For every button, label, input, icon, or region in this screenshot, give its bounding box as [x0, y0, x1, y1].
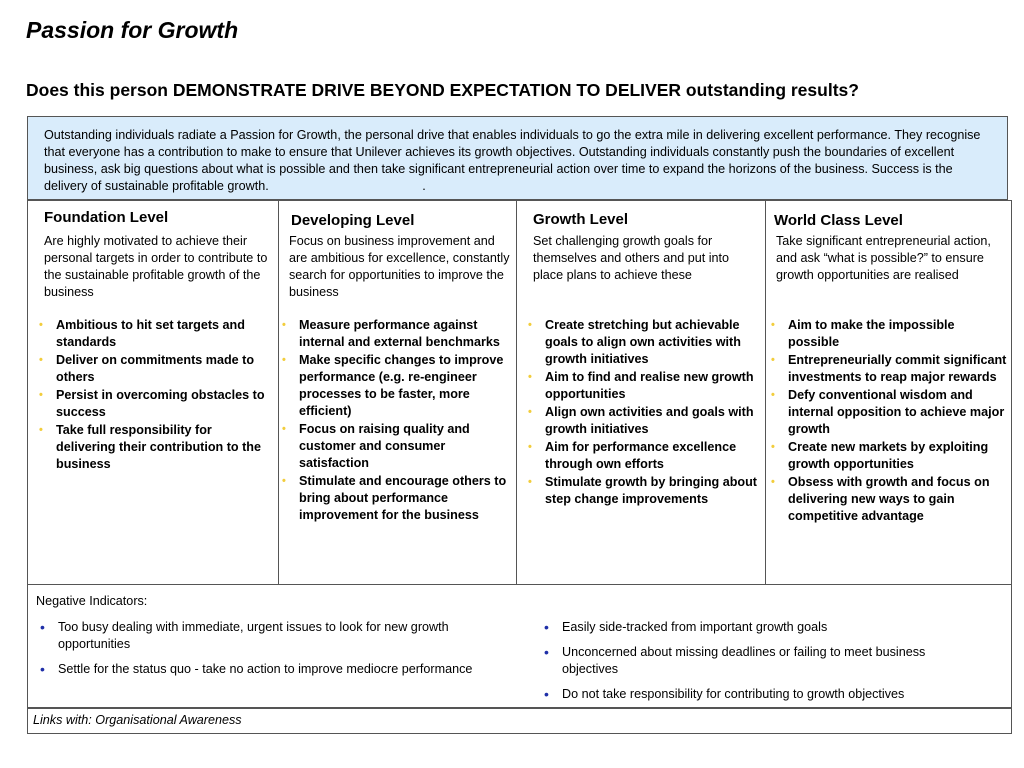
- competency-question: Does this person DEMONSTRATE DRIVE BEYOND EXPECTATION TO DELIVER outstanding results?: [26, 80, 859, 100]
- list-item: • Take full responsibility for delivering their contribution to the business: [36, 422, 274, 473]
- level-column-foundation: [28, 201, 278, 584]
- level-description: Focus on business improvement and are ambitious for excellence, constantly search for opportunities to improve the business: [289, 234, 510, 299]
- level-heading: Foundation Level: [44, 209, 169, 226]
- list-item: • Settle for the status quo - take no action to improve mediocre performance: [34, 661, 514, 678]
- list-item: • Deliver on commitments made to others: [36, 352, 274, 386]
- list-item: • Aim to find and realise new growth opportunities: [525, 369, 761, 403]
- negative-indicators-right: [538, 619, 978, 711]
- list-item: • Make specific changes to improve performance (e.g. re-engineer processes to be faster, more efficient): [279, 352, 512, 420]
- list-item: • Focus on raising quality and customer and consumer satisfaction: [279, 421, 512, 472]
- level-heading: Growth Level: [533, 211, 629, 228]
- level-column-developing: [278, 201, 516, 584]
- list-item: • Create stretching but achievable goals to align own activities with growth initiatives: [525, 317, 761, 368]
- level-description: Are highly motivated to achieve their personal targets in order to contribute to the sustainable profitable growth of the business: [44, 234, 268, 299]
- intro-trailing-mark: .: [422, 179, 426, 193]
- level-heading: Developing Level: [291, 212, 415, 229]
- list-item: • Measure performance against internal and external benchmarks: [279, 317, 512, 351]
- intro-panel: [27, 116, 1008, 200]
- list-item: • Create new markets by exploiting growth opportunities: [768, 439, 1007, 473]
- list-item: • Ambitious to hit set targets and standards: [36, 317, 274, 351]
- list-item: • Entrepreneurially commit significant investments to reap major rewards: [768, 352, 1007, 386]
- list-item: • Stimulate and encourage others to bring about performance improvement for the business: [279, 473, 512, 524]
- negative-indicators-title: Negative Indicators:: [36, 594, 148, 608]
- intro-text: Outstanding individuals radiate a Passion for Growth, the personal drive that enables individuals to go the extra mile in delivering excellent performance. They recognise that everyone has a contribution to make to ensure that Unilever achieves its growth objectives. Outstanding individuals constantly push the boundaries of excellent business, ask big questions about what is possible and then take significant entrepreneurial action over time to expand the horizons of the business. Success is the delivery of sustainable profitable growth.: [44, 128, 981, 193]
- list-item: • Do not take responsibility for contributing to growth objectives: [538, 686, 978, 703]
- list-item: • Align own activities and goals with growth initiatives: [525, 404, 761, 438]
- list-item: • Easily side-tracked from important growth goals: [538, 619, 978, 636]
- links-with: Links with: Organisational Awareness: [27, 708, 1012, 734]
- list-item: • Aim to make the impossible possible: [768, 317, 1007, 351]
- level-heading: World Class Level: [774, 212, 903, 229]
- page-title: Passion for Growth: [26, 17, 239, 43]
- level-description: Set challenging growth goals for themselves and others and put into place plans to achieve these: [533, 234, 730, 282]
- levels-grid: [27, 200, 1012, 585]
- list-item: • Stimulate growth by bringing about step change improvements: [525, 474, 761, 508]
- level-column-growth: [516, 201, 765, 584]
- level-behaviours: [279, 317, 512, 525]
- list-item: • Aim for performance excellence through own efforts: [525, 439, 761, 473]
- level-description: Take significant entrepreneurial action, and ask “what is possible?” to ensure growth opportunities are realised: [776, 234, 991, 282]
- level-behaviours: [768, 317, 1007, 526]
- list-item: • Persist in overcoming obstacles to success: [36, 387, 274, 421]
- list-item: • Too busy dealing with immediate, urgent issues to look for new growth opportunities: [34, 619, 514, 653]
- level-behaviours: [36, 317, 274, 474]
- negative-indicators-panel: [27, 585, 1012, 708]
- list-item: • Obsess with growth and focus on delivering new ways to gain competitive advantage: [768, 474, 1007, 525]
- list-item: • Defy conventional wisdom and internal opposition to achieve major growth: [768, 387, 1007, 438]
- negative-indicators-left: [34, 619, 514, 686]
- list-item: • Unconcerned about missing deadlines or failing to meet business objectives: [538, 644, 978, 678]
- level-behaviours: [525, 317, 761, 509]
- level-column-world-class: [765, 201, 1011, 584]
